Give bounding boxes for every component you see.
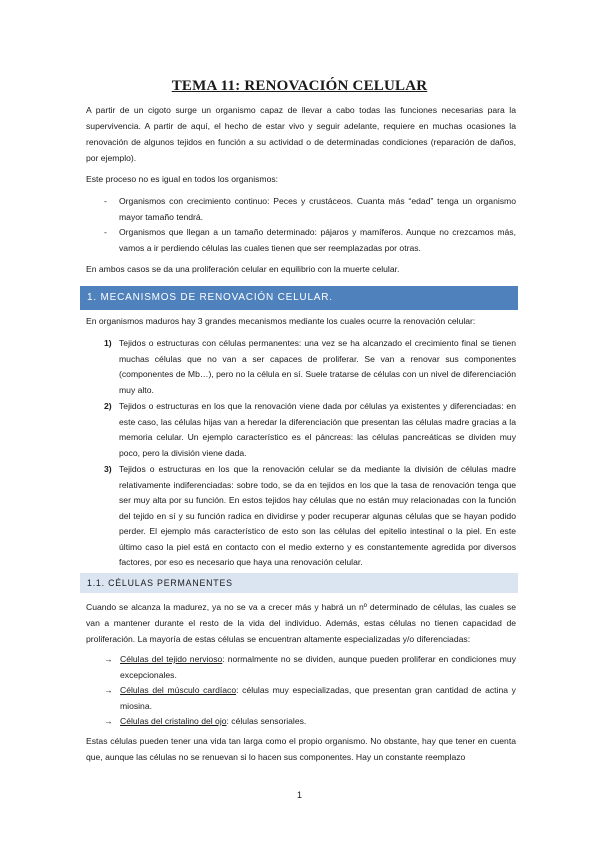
mechanisms-list <box>86 336 516 572</box>
section1-1-closing: Estas células pueden tener una vida tan larga como el propio organismo. No obstante, hay que tener en cuenta que, aunque las células no se renuevan si lo hacen sus componentes. Hay un constante reemplazo <box>86 736 516 762</box>
page-number: 1 <box>296 790 302 800</box>
list-item: - Organismos con crecimiento continuo: Peces y crustáceos. Cuanta más “edad” tenga un organismo mayor tamaño tendrá. <box>104 196 516 222</box>
subsection-heading-celulas-permanentes: 1.1. CÉLULAS PERMANENTES <box>80 573 518 593</box>
organism-types-list <box>86 194 516 256</box>
section1-intro: En organismos maduros hay 3 grandes mecanismos mediante los cuales ocurre la renovación celular: <box>86 316 476 326</box>
process-intro-paragraph: Este proceso no es igual en todos los organismos: <box>86 174 279 184</box>
list-item: → Células del tejido nervioso: normalmente no se dividen, aunque pueden proliferar en condiciones muy excepcionales. <box>104 654 516 680</box>
list-item: 1) Tejidos o estructuras con células permanentes: una vez se ha alcanzado el crecimiento final se tienen muchas células que no van a ser capaces de proliferar. Se van a renovar sus componentes (componentes de Mb…), pero no la célula en sí. Suele tratarse de células con un nivel de diferenciación muy alto. <box>104 338 516 395</box>
section1-1-intro: Cuando se alcanza la madurez, ya no se va a crecer más y habrá un nº determinado de células, las cuales se van a mantener durante el resto de la vida del individuo. Además, estas células no tienen capacidad de proliferación. La mayoría de estas células se encuentran altamente especializadas y/o diferenciadas: <box>86 602 516 644</box>
list-item: 3) Tejidos o estructuras en los que la renovación celular se da mediante la división de células madre relativamente indiferenciadas: sobre todo, se da en tejidos en los que la tasa de renovación tenga que ser muy alta por su función. En estos tejidos hay células que no están muy relacionadas con la función del tejido en sí y su función radica en dividirse y poder recuperar algunas células que se hayan podido perder. El ejemplo más característico de esto son las células del epitelio intestinal o la piel. En este último caso la piel está en contacto con el medio externo y es constantemente agredida por diversos factores, por eso es necesario que haya una renovación celular. <box>104 464 516 567</box>
list-item: → Células del cristalino del ojo: células sensoriales. <box>104 716 307 726</box>
list-item: → Células del músculo cardíaco: células muy especializadas, que presentan gran cantidad de actina y miosina. <box>104 685 516 711</box>
equilibrium-paragraph: En ambos casos se da una proliferación celular en equilibrio con la muerte celular. <box>86 264 400 274</box>
permanent-cells-list <box>86 652 516 730</box>
page-title: TEMA 11: RENOVACIÓN CELULAR <box>171 78 428 94</box>
section-heading-mecanismos: 1. MECANISMOS DE RENOVACIÓN CELULAR. <box>80 286 518 310</box>
list-item: - Organismos que llegan a un tamaño determinado: pájaros y mamíferos. Aunque no crezcamos más, vamos a ir perdiendo células las cuales tienen que ser reemplazadas por otras. <box>104 227 516 253</box>
intro-paragraph: A partir de un cigoto surge un organismo capaz de llevar a cabo todas las funciones necesarias para la supervivencia. A partir de aquí, el hecho de estar vivo y seguir adelante, requiere en muchas ocasiones la renovación de algunos tejidos en función a su actividad o de determinadas condiciones (reparación de daños, por ejemplo). <box>86 105 516 163</box>
list-item: 2) Tejidos o estructuras en los que la renovación viene dada por células ya existentes y diferenciadas: en este caso, las células hijas van a heredar la diferenciación que presentan las células madre gracias a la memoria celular. Un ejemplo característico es el páncreas: las células pancreáticas se dividen muy poco, pero la división viene dada. <box>104 401 516 458</box>
